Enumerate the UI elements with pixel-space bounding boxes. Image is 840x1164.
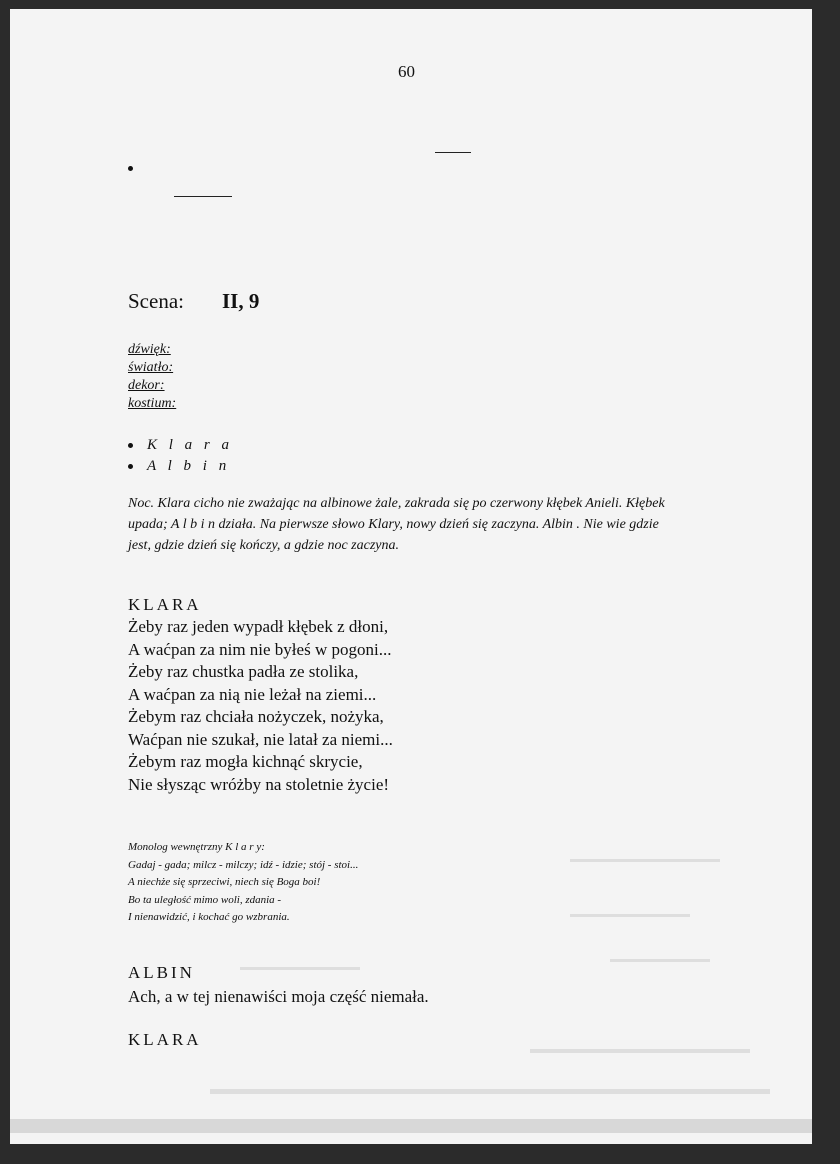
bullet-icon [128,464,133,469]
bullet-icon [128,443,133,448]
short-rule [174,196,232,197]
verse-line: Nie słysząc wróżby na stoletnie życie! [128,774,390,794]
short-rule [435,152,471,153]
verse-block [128,616,393,796]
verse-line: Żebym raz chciała nożyczek, nożyka, [128,707,384,726]
scan-noise [570,859,720,862]
scan-noise [610,959,710,962]
tech-field-costume: kostium: [128,396,177,411]
monolog-line: I nienawidzić, i kochać go wzbrania. [128,911,290,923]
verse-line: Waćpan nie szukał, nie latał za niemi... [128,729,393,749]
scan-noise [210,1089,770,1094]
scene-number: II, 9 [222,289,260,313]
verse-block [128,986,429,1009]
verse-line: A waćpan za nią nie leżał na ziemi... [128,684,377,704]
scan-noise [570,914,690,917]
cast-name: A l b i n [147,458,231,474]
monolog-line: Bo ta uległość mimo woli, zdania - [128,893,282,906]
cast-name: K l a r a [147,437,234,453]
scan-noise [240,967,360,970]
monolog-line: A niechże się sprzeciwi, niech się Boga boi! [128,876,321,888]
inner-monologue [128,839,358,927]
scene-label: Scena: [128,289,184,313]
verse-line: Żebym raz mogła kichnąć skrycie, [128,752,363,771]
tech-field-sound: dźwięk: [128,342,171,357]
verse-line: Żeby raz jeden wypadł kłębek z dłoni, [128,617,389,636]
scan-noise [10,1119,812,1133]
speaker-name: ALBIN [128,963,195,982]
speaker-name: KLARA [128,595,202,614]
page-number: 60 [398,62,415,81]
cast-item [128,458,230,475]
verse-line: Żeby raz chustka padła ze stolika, [128,662,359,681]
scan-noise [530,1049,750,1053]
monolog-line: Gadaj - gada; milcz - milczy; idź - idzie; stój - stoi... [128,858,359,871]
verse-line: A waćpan za nim nie byłeś w pogoni... [128,639,392,659]
cast-item [128,437,233,454]
tech-field-light: światło: [128,360,174,375]
monolog-heading: Monolog wewnętrzny K l a r y: [128,841,265,853]
bullet-mark [128,166,133,171]
verse-line: Ach, a w tej nienawiści moja część niemała. [128,987,429,1006]
document-page [10,9,812,1144]
tech-field-set: dekor: [128,378,165,393]
speaker-name: KLARA [128,1030,202,1049]
stage-direction: Noc. Klara cicho nie zważając na albinowe żale, zakrada się po czerwony kłębek Anieli. Kłębek upada; A l b i n działa. Na pierwsze słowo Klary, nowy dzień się zaczyna. Albin . Nie wie gdzie jest, gdzie dzień się kończy, a gdzie noc zaczyna. [128,496,665,553]
